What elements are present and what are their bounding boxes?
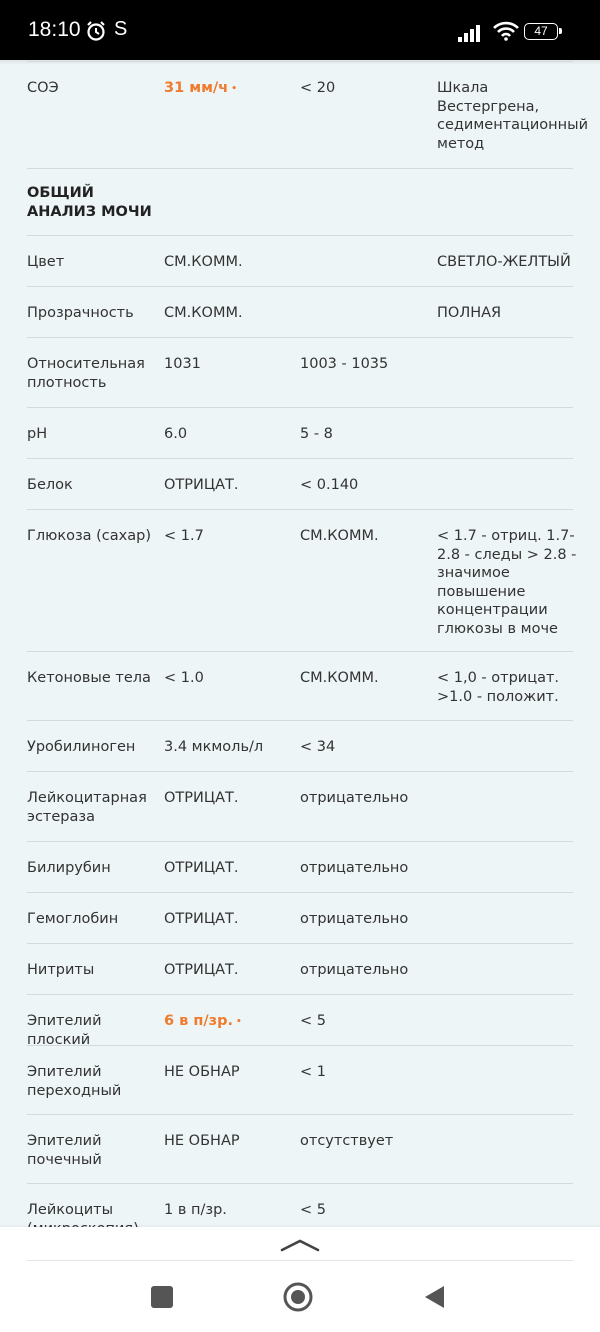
table-row [27, 459, 573, 510]
test-reference: отрицательно [300, 911, 409, 927]
table-row [27, 408, 573, 459]
test-value: ОТРИЦАТ. [164, 860, 239, 876]
test-method: < 1.7 - отриц. 1.7-2.8 - следы > 2.8 - значимое повышение концентрации глюкозы в моче [437, 528, 577, 637]
test-value: НЕ ОБНАР [164, 1133, 240, 1149]
test-reference: отрицательно [300, 962, 409, 978]
status-bar [0, 0, 600, 60]
alarm-clock-icon [85, 20, 107, 46]
table-row [27, 1115, 573, 1184]
table-row [27, 652, 573, 721]
table-row [27, 1046, 573, 1115]
test-value: 3.4 мкмоль/л [164, 739, 264, 755]
divider [27, 1260, 573, 1261]
test-value: СМ.КОММ. [164, 305, 243, 321]
test-value: СМ.КОММ. [164, 254, 243, 270]
test-name: Цвет [27, 254, 65, 270]
test-method: СВЕТЛО-ЖЕЛТЫЙ [437, 254, 571, 270]
test-method: Шкала Вестергрена, седиментационный метод [437, 80, 589, 152]
test-reference: < 20 [300, 80, 336, 96]
test-name: pH [27, 426, 48, 442]
chevron-up-icon[interactable] [280, 1237, 320, 1256]
table-row [27, 61, 589, 169]
table-row [27, 995, 573, 1046]
table-row [27, 893, 573, 944]
test-name: Относительная плотность [27, 356, 145, 391]
test-value: < 1.0 [164, 670, 204, 686]
test-value: ОТРИЦАТ. [164, 790, 239, 806]
test-reference: < 34 [300, 739, 336, 755]
test-name: Гемоглобин [27, 911, 119, 927]
test-reference: < 5 [300, 1202, 326, 1218]
wifi-icon [492, 21, 520, 45]
s-app-icon: S [114, 18, 128, 40]
table-row [27, 510, 577, 652]
test-name: Лейкоциты [27, 1202, 114, 1218]
test-value: НЕ ОБНАР [164, 1064, 240, 1080]
battery-icon: 47 [524, 23, 558, 40]
bottom-panel [0, 1227, 600, 1332]
test-reference: отрицательно [300, 790, 409, 806]
test-name: Белок [27, 477, 73, 493]
test-name: Кетоновые тела [27, 670, 151, 686]
test-reference: < 1 [300, 1064, 326, 1080]
test-reference: < 0.140 [300, 477, 359, 493]
test-value: ОТРИЦАТ. [164, 477, 239, 493]
recents-square-icon[interactable] [151, 1286, 173, 1308]
section-row [27, 167, 573, 236]
test-value: 6.0 [164, 426, 188, 442]
test-value: 6 в п/зр. • [164, 1013, 242, 1029]
test-value: 31 мм/ч • [164, 80, 237, 96]
table-row [27, 772, 573, 842]
table-row [27, 842, 573, 893]
test-name: Эпителий почечный [27, 1133, 102, 1168]
test-value: 1 в п/зр. [164, 1202, 227, 1218]
test-value: 1031 [164, 356, 201, 372]
test-reference: СМ.КОММ. [300, 670, 379, 686]
table-row [27, 721, 573, 772]
section-title: ОБЩИЙ АНАЛИЗ МОЧИ [27, 185, 152, 220]
test-value: < 1.7 [164, 528, 204, 544]
test-value: ОТРИЦАТ. [164, 962, 239, 978]
test-reference: отрицательно [300, 860, 409, 876]
status-time: 18:10 [28, 18, 81, 41]
table-row [27, 944, 573, 995]
table-row [27, 236, 573, 287]
test-name: Прозрачность [27, 305, 134, 321]
test-name: Эпителий переходный [27, 1064, 122, 1099]
test-name: Уробилиноген [27, 739, 136, 755]
table-row [27, 287, 573, 338]
signal-icon [458, 24, 486, 46]
test-reference: < 5 [300, 1013, 326, 1029]
test-name: Глюкоза (сахар) [27, 528, 151, 544]
home-circle-icon[interactable] [283, 1282, 313, 1316]
test-value: ОТРИЦАТ. [164, 911, 239, 927]
test-name: Нитриты [27, 962, 95, 978]
test-reference: СМ.КОММ. [300, 528, 379, 544]
table-row [27, 338, 573, 408]
abnormal-marker: • [236, 1017, 242, 1027]
test-name: СОЭ [27, 80, 59, 96]
test-name: Лейкоцитарная эстераза [27, 790, 147, 825]
test-reference: 1003 - 1035 [300, 356, 389, 372]
test-name: Эпителий плоский [27, 1013, 102, 1048]
test-reference: отсутствует [300, 1133, 394, 1149]
test-method: < 1,0 - отрицат. >1.0 - положит. [437, 670, 560, 705]
abnormal-marker: • [231, 84, 237, 94]
results-scroll-area[interactable] [0, 60, 600, 1227]
test-reference: 5 - 8 [300, 426, 333, 442]
test-name: Билирубин [27, 860, 111, 876]
test-method: ПОЛНАЯ [437, 305, 502, 321]
back-triangle-icon[interactable] [422, 1284, 446, 1314]
